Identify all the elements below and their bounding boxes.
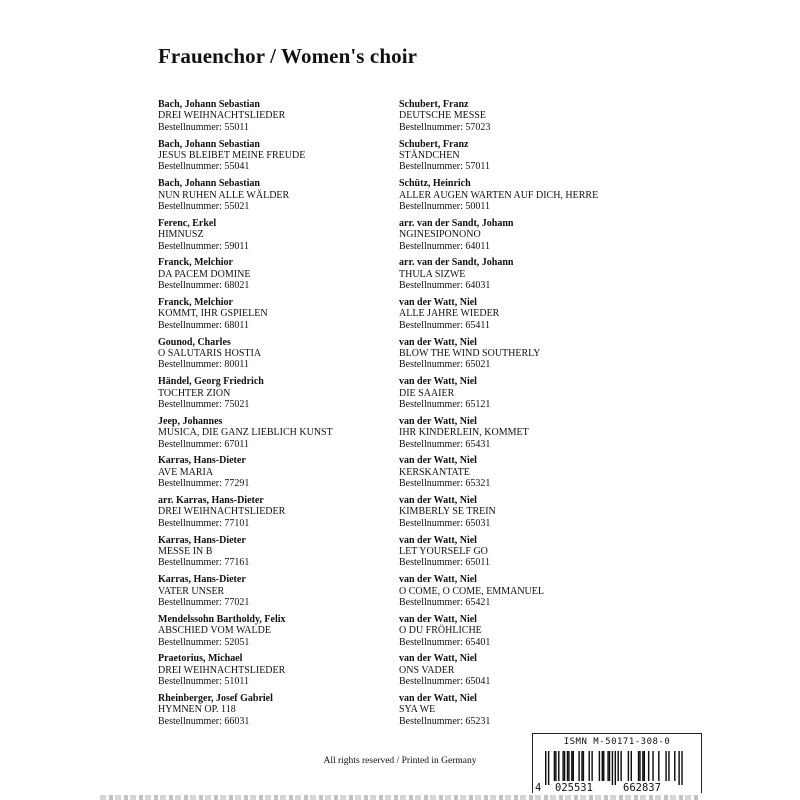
catalog-entry — [399, 99, 629, 139]
barcode-bar — [599, 751, 600, 781]
barcode-bar — [615, 751, 616, 785]
order-number: Bestellnummer: 50011 — [399, 201, 491, 212]
catalog-entry — [399, 139, 629, 179]
catalog-entry — [158, 416, 388, 456]
barcode-bar — [583, 751, 584, 781]
work-title: O COME, O COME, EMMANUEL — [399, 585, 544, 597]
composer-name: Schütz, Heinrich — [399, 178, 471, 190]
barcode-bar — [618, 751, 619, 781]
catalog-entry — [399, 416, 629, 456]
barcode-digits — [533, 782, 701, 794]
barcode-bar — [674, 751, 675, 781]
barcode-bar — [564, 751, 565, 781]
order-number: Bestellnummer: 77161 — [158, 557, 250, 569]
order-number: Bestellnummer: 57011 — [399, 161, 491, 173]
barcode-bar — [554, 751, 555, 781]
barcode-bar — [631, 751, 632, 781]
composer-name: Gounod, Charles — [158, 336, 231, 348]
work-title: IHR KINDERLEIN, KOMMET — [399, 427, 529, 439]
barcode-bar — [652, 751, 653, 781]
work-title: NUN RUHEN ALLE WÄLDER — [158, 189, 290, 201]
order-number: Bestellnummer: 65021 — [399, 359, 491, 371]
catalog-entry — [158, 218, 388, 258]
order-number: Bestellnummer: 65321 — [399, 478, 491, 490]
work-title: KERSKANTATE — [399, 466, 470, 478]
barcode-bar — [562, 751, 563, 781]
catalog-entry — [158, 574, 388, 614]
order-number: Bestellnummer: 80011 — [158, 359, 250, 371]
barcode-bar — [609, 751, 610, 781]
composer-name: Karras, Hans-Dieter — [158, 534, 246, 546]
work-title: ALLE JAHRE WIEDER — [399, 308, 500, 320]
barcode-bar — [668, 751, 669, 781]
work-title: DREI WEIHNACHTSLIEDER — [158, 664, 286, 676]
work-title: O SALUTARIS HOSTIA — [158, 347, 262, 359]
order-number: Bestellnummer: 51011 — [158, 676, 250, 688]
composer-name: Karras, Hans-Dieter — [158, 574, 246, 586]
work-title: MESSE IN B — [158, 545, 213, 557]
copyright-footer: All rights reserved / Printed in Germany — [323, 756, 477, 766]
composer-name: van der Watt, Niel — [399, 494, 477, 506]
catalog-entry — [399, 337, 629, 377]
work-title: HYMNEN OP. 118 — [158, 704, 236, 716]
catalog-entry — [399, 376, 629, 416]
barcode-bar — [607, 751, 608, 781]
work-title: AVE MARIA — [158, 466, 214, 478]
work-title: ABSCHIED VOM WALDE — [158, 625, 271, 637]
barcode-bar — [555, 751, 556, 781]
work-title: HIMNUSZ — [158, 229, 204, 241]
barcode-bar — [658, 751, 659, 781]
order-number: Bestellnummer: 65401 — [399, 636, 491, 648]
work-title: KOMMT, IHR GSPIELEN — [158, 308, 268, 320]
catalog-entry — [399, 495, 629, 535]
composer-name: Rheinberger, Josef Gabriel — [158, 692, 273, 704]
work-title: O DU FRÖHLICHE — [399, 625, 482, 637]
ismn-number: ISMN M-50171-308-0 — [563, 737, 671, 747]
order-number: Bestellnummer: 55011 — [158, 121, 250, 133]
order-number: Bestellnummer: 66031 — [158, 715, 250, 727]
barcode-bar — [571, 751, 572, 781]
composer-name: van der Watt, Niel — [399, 653, 477, 665]
order-number: Bestellnummer: 52051 — [158, 636, 250, 648]
work-title: BLOW THE WIND SOUTHERLY — [399, 347, 541, 359]
composer-name: Jeep, Johannes — [158, 415, 223, 427]
catalog-entry — [399, 178, 629, 218]
barcode-left-digits: 025531 — [555, 782, 593, 794]
work-title: NGINESIPONONO — [399, 229, 481, 241]
order-number: Bestellnummer: 65031 — [399, 517, 491, 529]
barcode-bar — [603, 751, 604, 781]
ismn-barcode — [532, 733, 702, 793]
barcode-bar — [638, 751, 639, 781]
composer-name: van der Watt, Niel — [399, 534, 477, 546]
order-number: Bestellnummer: 77021 — [158, 596, 250, 608]
catalog-entry — [158, 614, 388, 654]
barcode-bar — [573, 751, 574, 781]
barcode-bar — [567, 751, 568, 781]
order-number: Bestellnummer: 64011 — [399, 240, 491, 252]
barcode-bar — [620, 751, 621, 781]
composer-name: van der Watt, Niel — [399, 415, 477, 427]
order-number: Bestellnummer: 68021 — [158, 280, 250, 292]
order-number: Bestellnummer: 77101 — [158, 517, 250, 529]
order-number: Bestellnummer: 57023 — [399, 121, 491, 133]
work-title: DEUTSCHE MESSE — [399, 110, 486, 122]
work-title: MUSICA, DIE GANZ LIEBLICH KUNST — [158, 427, 333, 439]
catalog-entry — [399, 535, 629, 575]
catalog-entry — [158, 653, 388, 693]
order-number: Bestellnummer: 65121 — [399, 398, 491, 410]
barcode-bars — [545, 751, 691, 785]
composer-name: van der Watt, Niel — [399, 613, 477, 625]
catalog-entry — [158, 257, 388, 297]
barcode-bar — [578, 751, 579, 781]
composer-name: Mendelssohn Bartholdy, Felix — [158, 613, 286, 625]
order-number: Bestellnummer: 65011 — [399, 557, 491, 569]
composer-name: van der Watt, Niel — [399, 574, 477, 586]
composer-name: Franck, Melchior — [158, 257, 233, 269]
composer-name: Bach, Johann Sebastian — [158, 178, 260, 190]
barcode-bar — [568, 751, 569, 781]
catalog-entry — [158, 337, 388, 377]
catalog-entry — [158, 297, 388, 337]
catalog-entry — [158, 535, 388, 575]
work-title: LET YOURSELF GO — [399, 545, 488, 557]
work-title: THULA SIZWE — [399, 268, 466, 280]
work-title: TOCHTER ZION — [158, 387, 231, 399]
barcode-bar — [581, 751, 582, 781]
barcode-right-digits: 662837 — [623, 782, 661, 794]
barcode-bar — [639, 751, 640, 781]
bottom-edge-band — [100, 795, 700, 800]
barcode-bar — [602, 751, 603, 781]
catalog-entry — [399, 574, 629, 614]
composer-name: Schubert, Franz — [399, 99, 469, 110]
composer-name: van der Watt, Niel — [399, 336, 477, 348]
barcode-bar — [681, 751, 682, 785]
work-title: JESUS BLEIBET MEINE FREUDE — [158, 150, 306, 161]
order-number: Bestellnummer: 67011 — [158, 438, 250, 450]
barcode-bar — [648, 751, 649, 781]
catalog-entry — [158, 693, 388, 733]
order-number: Bestellnummer: 65231 — [399, 715, 491, 727]
work-title: VATER UNSER — [158, 585, 225, 597]
composer-name: Bach, Johann Sebastian — [158, 138, 260, 150]
work-title: STÄNDCHEN — [399, 150, 460, 161]
catalog-entry — [158, 139, 388, 179]
work-title: ALLER AUGEN WARTEN AUF DICH, HERRE — [399, 189, 599, 201]
barcode-bar — [628, 751, 629, 781]
composer-name: arr. Karras, Hans-Dieter — [158, 494, 264, 506]
catalog-entry — [158, 376, 388, 416]
barcode-bar — [665, 751, 666, 781]
composer-name: van der Watt, Niel — [399, 455, 477, 467]
order-number: Bestellnummer: 64031 — [399, 280, 491, 292]
barcode-bar — [612, 751, 613, 785]
order-number: Bestellnummer: 55041 — [158, 161, 250, 173]
page-title: Frauenchor / Women's choir — [158, 44, 418, 68]
work-title: DIE SAAIER — [399, 387, 455, 399]
barcode-bar — [545, 751, 546, 785]
composer-name: arr. van der Sandt, Johann — [399, 257, 514, 269]
work-title: DREI WEIHNACHTSLIEDER — [158, 506, 286, 518]
composer-name: van der Watt, Niel — [399, 692, 477, 704]
work-title: DA PACEM DOMINE — [158, 268, 251, 280]
work-title: KIMBERLY SE TREIN — [399, 506, 496, 518]
catalog-entry — [399, 297, 629, 337]
catalog-entry — [399, 614, 629, 654]
work-title: ONS VADER — [399, 664, 455, 676]
barcode-bar — [678, 751, 679, 785]
catalog-entry — [399, 693, 629, 733]
composer-name: Karras, Hans-Dieter — [158, 455, 246, 467]
catalog-entry — [399, 455, 629, 495]
catalog-entry — [399, 257, 629, 297]
barcode-bar — [644, 751, 645, 781]
catalog-entry — [158, 495, 388, 535]
composer-name: van der Watt, Niel — [399, 296, 477, 308]
order-number: Bestellnummer: 65431 — [399, 438, 491, 450]
composer-name: van der Watt, Niel — [399, 376, 477, 388]
work-title: SYA WE — [399, 704, 436, 716]
composer-name: Händel, Georg Friedrich — [158, 376, 264, 388]
order-number: Bestellnummer: 68011 — [158, 319, 250, 331]
composer-name: Franck, Melchior — [158, 296, 233, 308]
barcode-bar — [642, 751, 643, 781]
catalog-entry — [158, 178, 388, 218]
order-number: Bestellnummer: 65411 — [399, 319, 491, 331]
order-number: Bestellnummer: 59011 — [158, 240, 250, 252]
order-number: Bestellnummer: 65421 — [399, 596, 491, 608]
order-number: Bestellnummer: 55021 — [158, 201, 250, 212]
composer-name: Bach, Johann Sebastian — [158, 99, 260, 110]
barcode-bar — [589, 751, 590, 781]
work-title: DREI WEIHNACHTSLIEDER — [158, 110, 286, 122]
catalog-entry — [399, 218, 629, 258]
composer-name: arr. van der Sandt, Johann — [399, 217, 514, 229]
catalog-entry — [158, 455, 388, 495]
barcode-bar — [591, 751, 592, 781]
barcode-first-digit: 4 — [535, 782, 542, 794]
barcode-bar — [548, 751, 549, 785]
composer-name: Schubert, Franz — [399, 138, 469, 150]
catalog-entry — [158, 99, 388, 139]
order-number: Bestellnummer: 75021 — [158, 398, 250, 410]
order-number: Bestellnummer: 65041 — [399, 676, 491, 688]
catalog-column-right — [399, 99, 629, 733]
composer-name: Praetorius, Michael — [158, 653, 243, 665]
catalog-entry — [399, 653, 629, 693]
catalog-column-left — [158, 99, 388, 733]
composer-name: Ferenc, Erkel — [158, 217, 217, 229]
barcode-bar — [558, 751, 559, 781]
order-number: Bestellnummer: 77291 — [158, 478, 250, 490]
